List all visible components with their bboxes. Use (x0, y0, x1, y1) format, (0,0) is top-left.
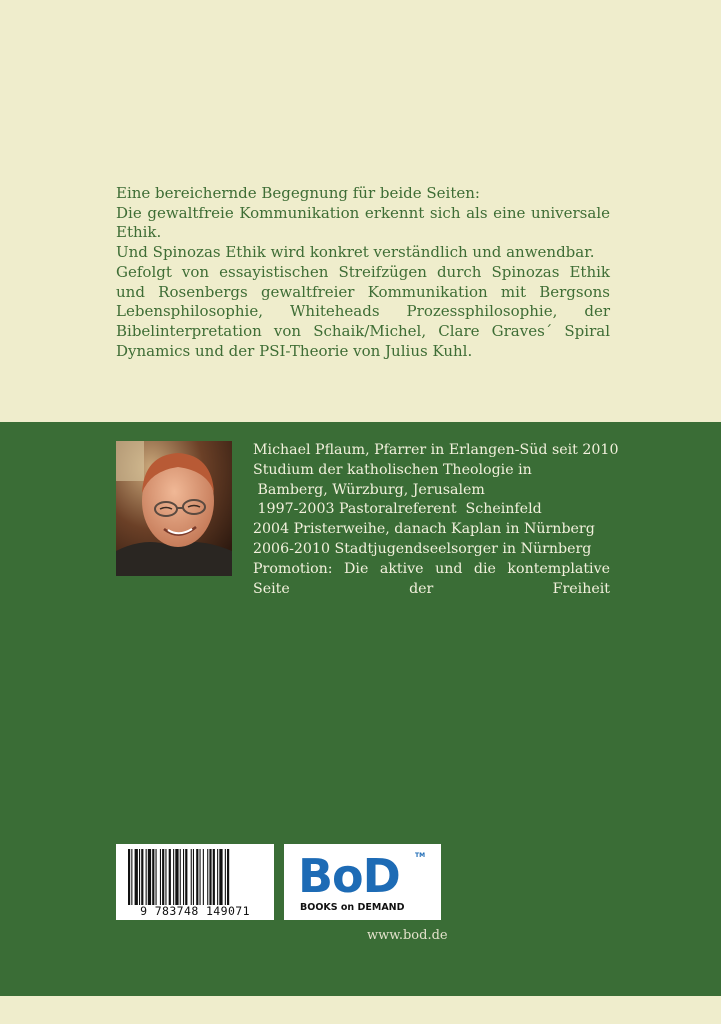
publisher-logo (284, 844, 441, 920)
author-bio-line: Michael Pflaum, Pfarrer in Erlangen-Süd seit 2010 (253, 442, 619, 458)
bod-logo-text: BoD (298, 849, 400, 903)
author-bio-line: Studium der katholischen Theologie in (253, 461, 532, 478)
blurb-line-4: Gefolgt von essayistischen Streifzügen durch Spinozas Ethik und Rosenbergs gewaltfreier Kommunikation mit Bergsons Lebensphilosophie, Whiteheads Prozessphilosophie, der Bibelinterpretation von Schaik/Michel, Clare Graves´ Spiral Dynamics und der PSI-Theorie von Julius Kuhl. (116, 262, 610, 360)
author-bio-line: 2004 Pristerweihe, danach Kaplan in Nürnberg (253, 521, 595, 538)
publisher-website: www.bod.de (367, 928, 448, 943)
author-bio-line: 2006-2010 Stadtjugendseelsorger in Nürnberg (253, 540, 592, 557)
blurb-text (116, 184, 610, 361)
author-bio-line: Bamberg, Würzburg, Jerusalem (253, 481, 485, 498)
blurb-line-3: Und Spinozas Ethik wird konkret verständlich und anwendbar. (116, 243, 595, 262)
isbn-barcode (116, 844, 274, 920)
blurb-line-1: Eine bereichernde Begegnung für beide Seiten: (116, 184, 480, 202)
blurb-line-2: Die gewaltfreie Kommunikation erkennt sich als eine universale Ethik. (116, 203, 610, 242)
author-bio-line: Promotion: Die aktive und die kontemplative Seite der Freiheit (253, 560, 610, 597)
bod-tagline: BOOKS on DEMAND (300, 902, 405, 913)
author-bio (253, 441, 619, 599)
author-bio-line: 1997-2003 Pastoralreferent Scheinfeld (253, 501, 542, 518)
cover-bottom-strip (0, 996, 721, 1024)
author-photo (116, 441, 232, 576)
isbn-digits: 9 783748 149071 (140, 904, 250, 918)
trademark-icon: TM (415, 852, 426, 859)
